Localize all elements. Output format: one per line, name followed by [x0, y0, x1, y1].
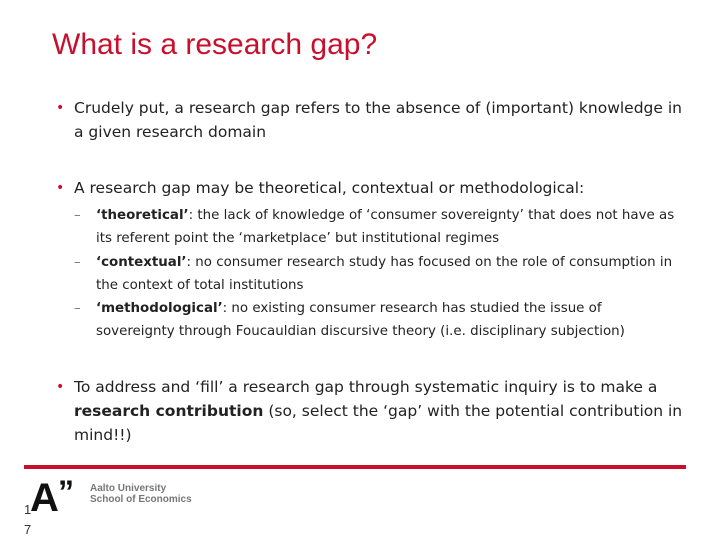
page-number-line1: 1: [24, 502, 32, 517]
term-contextual: ‘contextual’: [96, 255, 187, 270]
bullet-1-text: Crudely put, a research gap refers to the absence of (important) knowledge in a given research domain: [74, 99, 682, 141]
methodological-description: : no existing consumer research has studied the issue of sovereignty through Foucauldian discursive theory (i.e. disciplinary subjection): [96, 301, 625, 339]
slide-title: What is a research gap?: [52, 28, 378, 61]
bullet-2-text: A research gap may be theoretical, contextual or methodological:: [74, 179, 585, 197]
bullet-dot: •: [56, 180, 65, 196]
bullet-1: [56, 96, 696, 144]
bullet-2: [56, 176, 696, 200]
aalto-logo-text: [90, 483, 192, 505]
theoretical-description: : the lack of knowledge of ‘consumer sovereignty’ that does not have as its referent point the ‘marketplace’ but institutional regimes: [96, 208, 675, 246]
aalto-logo-mark: A: [30, 476, 59, 520]
sub-bullet-methodological: [74, 297, 684, 343]
research-contribution-term: research contribution: [74, 402, 264, 420]
aalto-logo-quote: ”: [58, 474, 74, 510]
sub-bullet-contextual-text: [96, 251, 684, 297]
sub-bullet-theoretical: [74, 204, 684, 250]
contextual-description: : no consumer research study has focused on the role of consumption in the context of total institutions: [96, 255, 673, 293]
bullet-3-pre: To address and ‘fill’ a research gap through systematic inquiry is to make a: [74, 378, 658, 396]
bullet-dot: •: [56, 100, 65, 116]
sub-dash: –: [74, 301, 81, 316]
logo-line-university: Aalto University: [90, 483, 167, 494]
sub-bullet-theoretical-text: [96, 204, 684, 250]
term-methodological: ‘methodological’: [96, 301, 223, 316]
bullet-dot: •: [56, 379, 65, 395]
logo-line-school: School of Economics: [90, 494, 192, 505]
page-number: [24, 500, 38, 540]
bullet-3-text: [74, 375, 696, 447]
sub-bullet-contextual: [74, 251, 684, 297]
sub-bullet-methodological-text: [96, 297, 684, 343]
bullet-3: [56, 375, 696, 447]
bullet-3-post: (so, select the ‘gap’ with the potential contribution in mind!!): [74, 402, 683, 444]
page-number-line2: 7: [24, 522, 32, 537]
sub-dash: –: [74, 255, 81, 270]
footer-divider: [24, 465, 686, 469]
sub-dash: –: [74, 208, 81, 223]
term-theoretical: ‘theoretical’: [96, 208, 189, 223]
